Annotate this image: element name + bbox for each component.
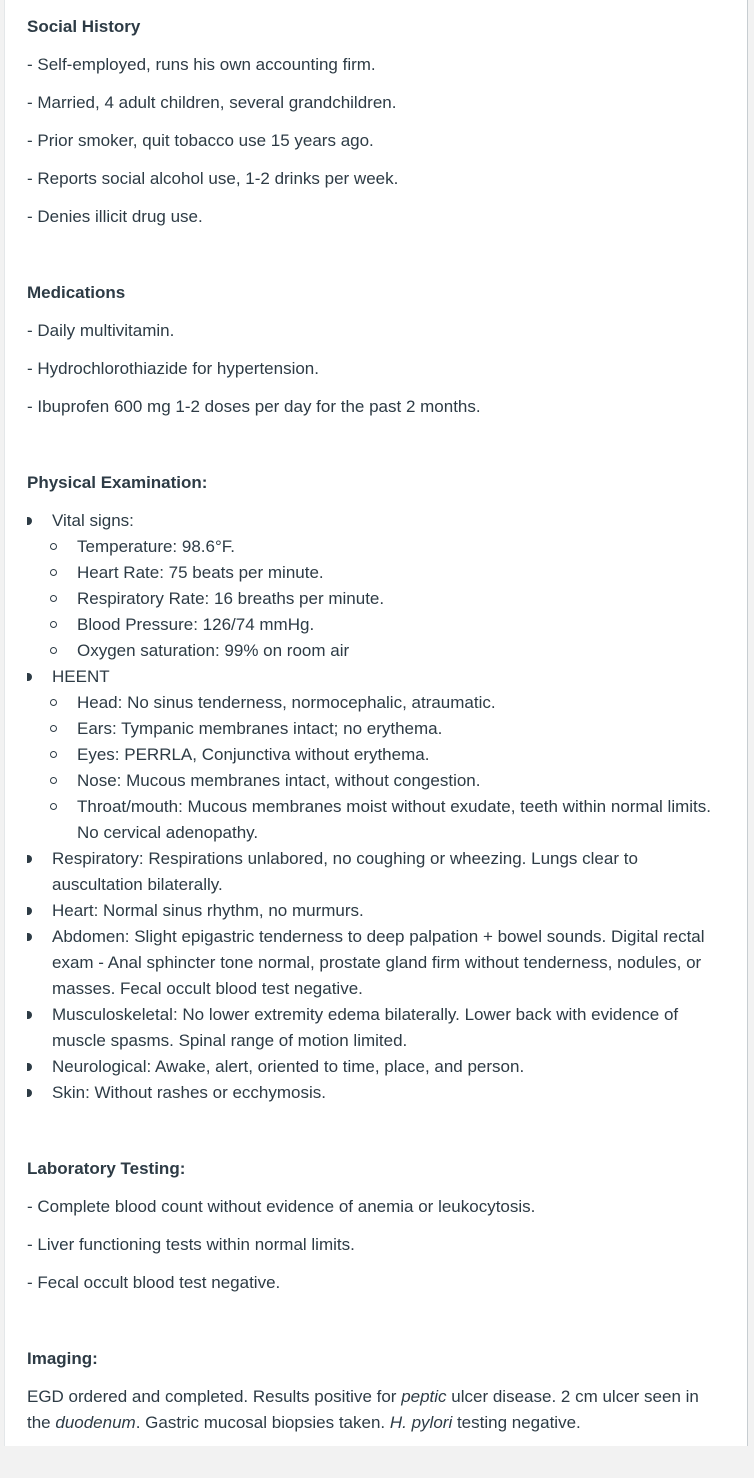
vital-sign-item: Temperature: 98.6°F. [77, 537, 235, 556]
bullet-icon [27, 1011, 32, 1019]
heent-label: HEENT [52, 667, 110, 686]
heent-item: Eyes: PERRLA, Conjunctiva without erythema. [77, 745, 430, 764]
vitals-label: Vital signs: [52, 511, 134, 530]
circle-bullet-icon [50, 725, 57, 732]
heent-item: Throat/mouth: Mucous membranes moist without exudate, teeth within normal limits. No cervical adenopathy. [77, 797, 711, 842]
lab-item: - Fecal occult blood test negative. [27, 1273, 281, 1292]
bullet-icon [27, 1089, 32, 1097]
bullet-icon [27, 517, 32, 525]
bullet-icon [27, 933, 32, 941]
imaging-paragraph [27, 1384, 727, 1436]
exam-item: Respiratory: Respirations unlabored, no coughing or wheezing. Lungs clear to auscultation bilaterally. [52, 849, 638, 894]
bullet-icon [27, 907, 32, 915]
imaging-text: ulcer disease. 2 cm ulcer seen in the [27, 1387, 699, 1432]
social-history-heading: Social History [27, 17, 141, 36]
medications-heading: Medications [27, 283, 126, 302]
social-history-item: - Self-employed, runs his own accounting firm. [27, 55, 376, 74]
heent-item: Head: No sinus tenderness, normocephalic, atraumatic. [77, 693, 496, 712]
vital-sign-item: Blood Pressure: 126/74 mmHg. [77, 615, 315, 634]
vital-sign-item: Respiratory Rate: 16 breaths per minute. [77, 589, 385, 608]
circle-bullet-icon [50, 595, 57, 602]
lab-item: - Liver functioning tests within normal limits. [27, 1235, 355, 1254]
social-history-item: - Married, 4 adult children, several grandchildren. [27, 93, 397, 112]
bullet-icon [27, 855, 32, 863]
imaging-text-emphasis: peptic [401, 1387, 447, 1406]
exam-item: Musculoskeletal: No lower extremity edema bilaterally. Lower back with evidence of muscle spasms. Spinal range of motion limited. [52, 1005, 679, 1050]
exam-item: Heart: Normal sinus rhythm, no murmurs. [52, 901, 364, 920]
imaging-text-emphasis: duodenum [55, 1413, 136, 1432]
lab-testing-heading: Laboratory Testing: [27, 1159, 186, 1178]
heent-item: Ears: Tympanic membranes intact; no erythema. [77, 719, 443, 738]
circle-bullet-icon [50, 699, 57, 706]
circle-bullet-icon [50, 543, 57, 550]
social-history-item: - Reports social alcohol use, 1-2 drinks per week. [27, 169, 399, 188]
circle-bullet-icon [50, 621, 57, 628]
social-history-item: - Prior smoker, quit tobacco use 15 years ago. [27, 131, 374, 150]
exam-item: Abdomen: Slight epigastric tenderness to deep palpation + bowel sounds. Digital rectal exam - Anal sphincter tone normal, prostate gland firm without tenderness, nodules, or masses. Fecal occult blood test negative. [52, 927, 705, 998]
document-page [4, 0, 748, 1446]
social-history-item: - Denies illicit drug use. [27, 207, 203, 226]
medication-item: - Daily multivitamin. [27, 321, 175, 340]
imaging-heading: Imaging: [27, 1349, 98, 1368]
circle-bullet-icon [50, 569, 57, 576]
exam-item: Skin: Without rashes or ecchymosis. [52, 1083, 326, 1102]
circle-bullet-icon [50, 803, 57, 810]
bullet-icon [27, 673, 32, 681]
circle-bullet-icon [50, 647, 57, 654]
medication-item: - Hydrochlorothiazide for hypertension. [27, 359, 319, 378]
imaging-text: . Gastric mucosal biopsies taken. [135, 1413, 390, 1432]
exam-item: Neurological: Awake, alert, oriented to time, place, and person. [52, 1057, 525, 1076]
vital-sign-item: Heart Rate: 75 beats per minute. [77, 563, 324, 582]
physical-exam-heading: Physical Examination: [27, 473, 208, 492]
circle-bullet-icon [50, 751, 57, 758]
imaging-text: EGD ordered and completed. Results positive for [27, 1387, 402, 1406]
lab-item: - Complete blood count without evidence of anemia or leukocytosis. [27, 1197, 536, 1216]
imaging-text: testing negative. [452, 1413, 581, 1432]
imaging-text-emphasis: H. pylori [389, 1413, 453, 1432]
medication-item: - Ibuprofen 600 mg 1-2 doses per day for the past 2 months. [27, 397, 481, 416]
heent-item: Nose: Mucous membranes intact, without congestion. [77, 771, 481, 790]
bullet-icon [27, 1063, 32, 1071]
circle-bullet-icon [50, 777, 57, 784]
vital-sign-item: Oxygen saturation: 99% on room air [77, 641, 350, 660]
